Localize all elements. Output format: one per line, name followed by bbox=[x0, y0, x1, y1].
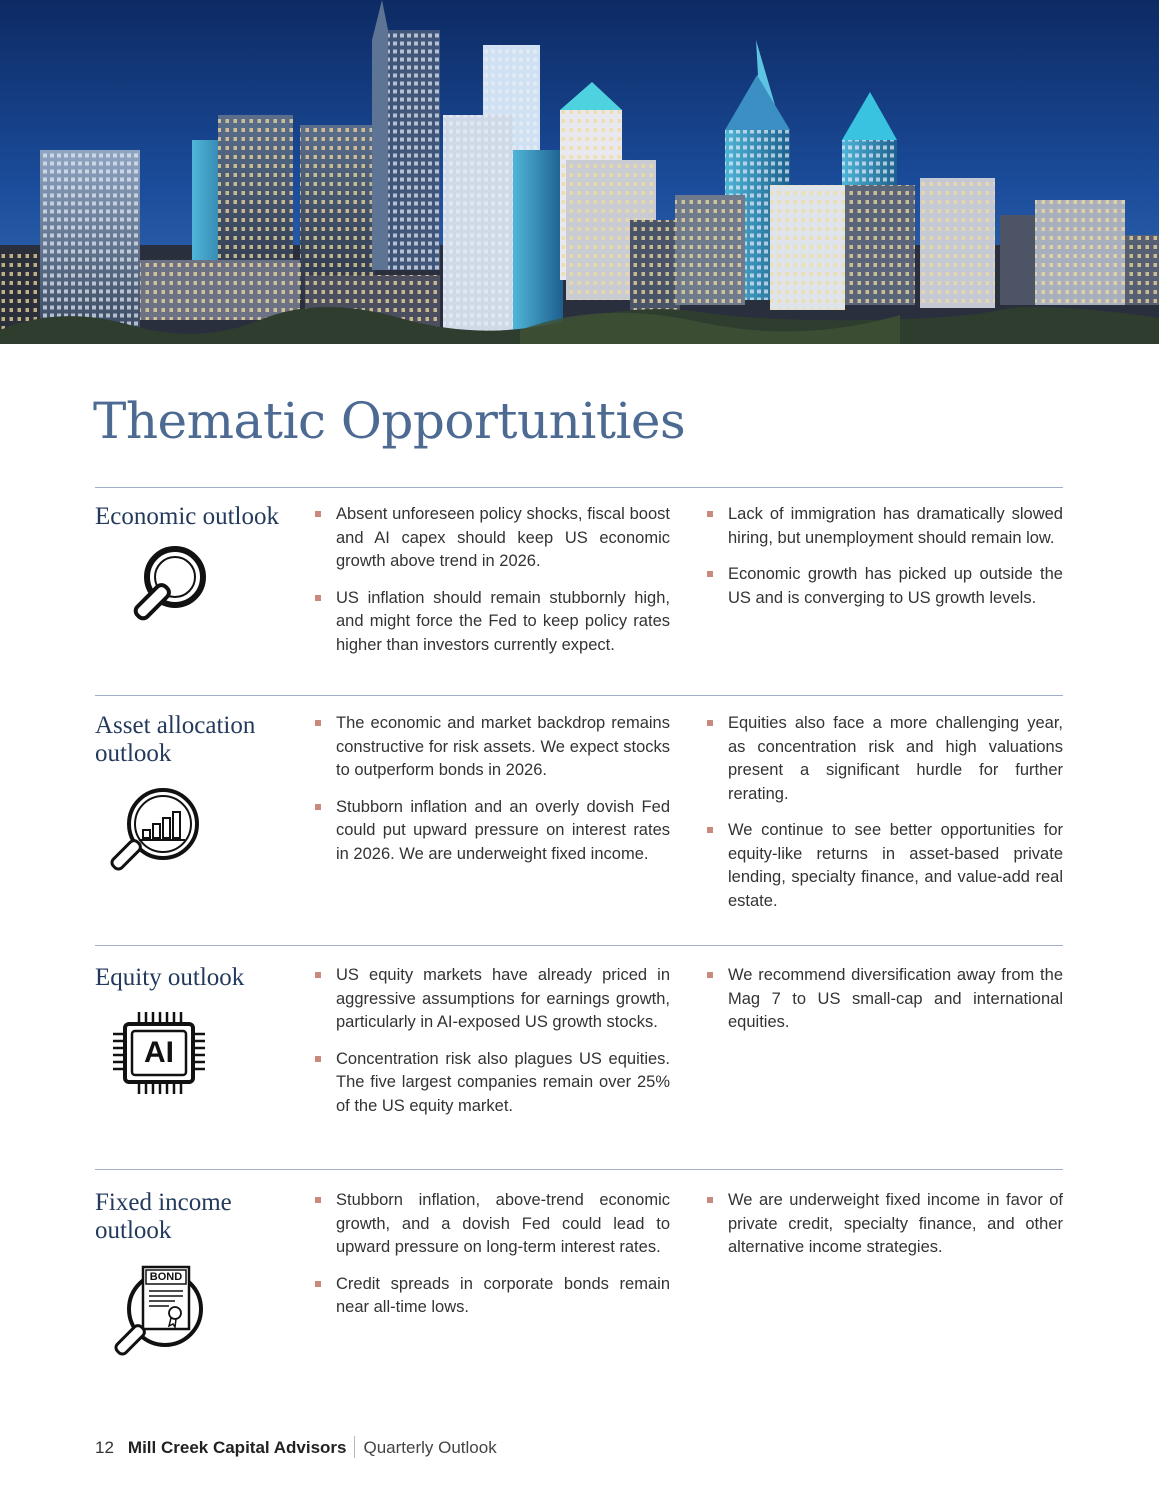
bullet-item: Credit spreads in corporate bonds remain near all-time lows. bbox=[315, 1273, 670, 1320]
bullet-item: We are underweight fixed income in favor of private credit, specialty finance, and other alternative income strategies. bbox=[707, 1189, 1063, 1260]
section-divider bbox=[95, 945, 1063, 946]
footer-publication: Quarterly Outlook bbox=[363, 1438, 497, 1457]
magnifying-glass-icon bbox=[113, 539, 213, 644]
section-divider bbox=[95, 695, 1063, 696]
section-title: Equity outlook bbox=[95, 964, 245, 991]
footer-brand: Mill Creek Capital Advisors bbox=[127, 1438, 347, 1457]
bullet-icon bbox=[707, 972, 713, 978]
bullet-icon bbox=[315, 1056, 321, 1062]
column-left bbox=[315, 712, 670, 879]
column-right bbox=[707, 1189, 1063, 1273]
column-left bbox=[315, 1189, 670, 1333]
bullet-icon bbox=[707, 1197, 713, 1203]
magnifier-bar-chart-icon bbox=[103, 782, 203, 882]
bullet-icon bbox=[707, 720, 713, 726]
bullet-item: Concentration risk also plagues US equities. The five largest companies remain over 25% of the US equity market. bbox=[315, 1048, 670, 1119]
bullet-item: Stubborn inflation and an overly dovish Fed could put upward pressure on interest rates in 2026. We are underweight fixed income. bbox=[315, 796, 670, 867]
bullet-item: Absent unforeseen policy shocks, fiscal boost and AI capex should keep US economic growth above trend in 2026. bbox=[315, 503, 670, 574]
column-left bbox=[315, 964, 670, 1131]
bond-certificate-magnifier-icon bbox=[107, 1265, 207, 1366]
bullet-icon bbox=[707, 827, 713, 833]
bullet-icon bbox=[315, 1197, 321, 1203]
bullet-icon bbox=[315, 720, 321, 726]
bullet-item: The economic and market backdrop remains constructive for risk assets. We expect stocks to outperform bonds in 2026. bbox=[315, 712, 670, 783]
bullet-item: US equity markets have already priced in aggressive assumptions for earnings growth, particularly in AI-exposed US growth stocks. bbox=[315, 964, 670, 1035]
bullet-icon bbox=[707, 511, 713, 517]
footer-separator bbox=[354, 1436, 355, 1458]
bullet-icon bbox=[315, 595, 321, 601]
bullet-icon bbox=[315, 972, 321, 978]
bullet-item: Economic growth has picked up outside the US and is converging to US growth levels. bbox=[707, 563, 1063, 610]
bullet-item: Stubborn inflation, above-trend economic growth, and a dovish Fed could lead to upward pressure on long-term interest rates. bbox=[315, 1189, 670, 1260]
section-divider bbox=[95, 1169, 1063, 1170]
bullet-item: We continue to see better opportunities for equity-like returns in asset-based private lending, specialty finance, and value-add real estate. bbox=[707, 819, 1063, 913]
bond-label: BOND bbox=[149, 1271, 183, 1283]
page-title: Thematic Opportunities bbox=[93, 392, 686, 450]
page-footer bbox=[95, 1436, 497, 1458]
bullet-item: Equities also face a more challenging year, as concentration risk and high valuations present a significant hurdle for further rerating. bbox=[707, 712, 1063, 806]
bullet-icon bbox=[315, 1281, 321, 1287]
bullet-icon bbox=[707, 571, 713, 577]
bullet-item: We recommend diversification away from the Mag 7 to US small-cap and international equities. bbox=[707, 964, 1063, 1035]
bullet-item: US inflation should remain stubbornly high, and might force the Fed to keep policy rates higher than investors currently expect. bbox=[315, 587, 670, 658]
column-right bbox=[707, 712, 1063, 926]
section-title: Asset allocation outlook bbox=[95, 712, 256, 767]
page-number: 12 bbox=[95, 1438, 114, 1457]
ai-chip-label: AI bbox=[144, 1036, 174, 1069]
column-right bbox=[707, 503, 1063, 623]
bullet-item: Lack of immigration has dramatically slowed hiring, but unemployment should remain low. bbox=[707, 503, 1063, 550]
hero-skyline-image bbox=[0, 0, 1159, 344]
ai-chip-icon bbox=[111, 1010, 207, 1101]
section-title: Economic outlook bbox=[95, 503, 279, 530]
bullet-icon bbox=[315, 804, 321, 810]
column-right bbox=[707, 964, 1063, 1048]
bullet-icon bbox=[315, 511, 321, 517]
section-divider bbox=[95, 487, 1063, 488]
column-left bbox=[315, 503, 670, 670]
section-title: Fixed income outlook bbox=[95, 1189, 232, 1244]
